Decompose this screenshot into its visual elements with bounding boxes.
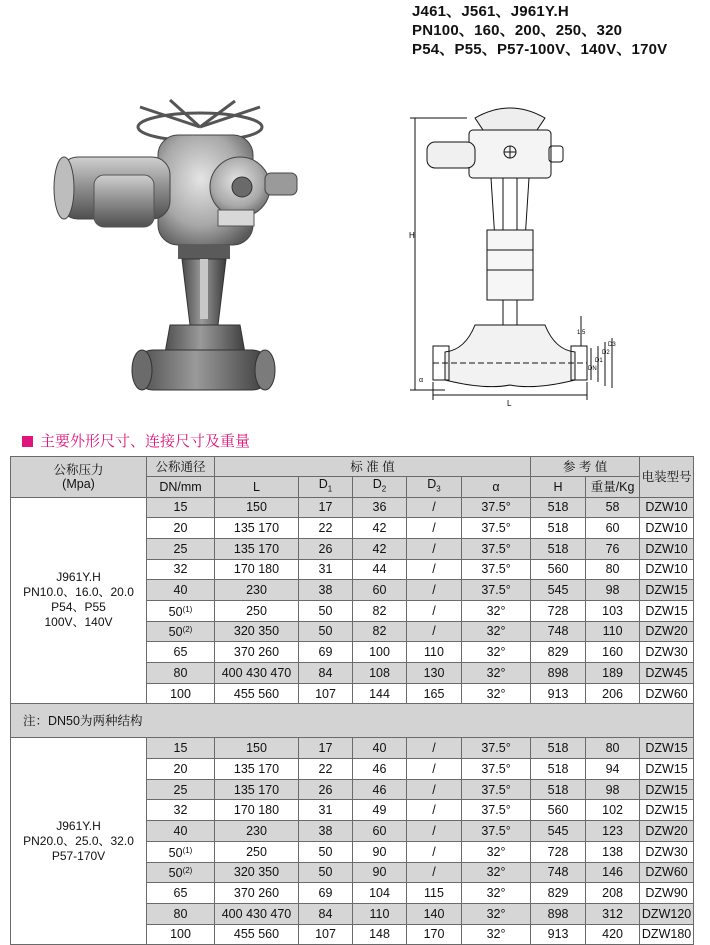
cell-d3: / (407, 738, 462, 759)
cell-a: 32° (462, 862, 531, 883)
cell-dn: 40 (147, 821, 215, 842)
cell-d2: 82 (353, 621, 407, 642)
cell-d3: 130 (407, 663, 462, 684)
pressure-line: J961Y.H (56, 570, 101, 585)
cell-a: 37.5° (462, 821, 531, 842)
cell-d1: 69 (299, 883, 353, 904)
cell-H: 545 (531, 821, 586, 842)
cell-d3: 140 (407, 903, 462, 924)
cell-d1: 84 (299, 903, 353, 924)
cell-d2: 46 (353, 759, 407, 780)
cell-w: 98 (586, 580, 640, 601)
cell-m: DZW60 (640, 862, 694, 883)
cell-w: 60 (586, 518, 640, 539)
cell-d2: 82 (353, 600, 407, 621)
cell-H: 829 (531, 642, 586, 663)
cell-d2: 44 (353, 559, 407, 580)
cell-w: 102 (586, 800, 640, 821)
cell-d2: 148 (353, 924, 407, 945)
cell-dn: 50$^{(2)}$ (147, 862, 215, 883)
cell-m: DZW10 (640, 559, 694, 580)
cell-d2: 40 (353, 738, 407, 759)
header-weight: 重量/Kg (586, 477, 640, 498)
cell-m: DZW45 (640, 663, 694, 684)
cell-m: DZW10 (640, 518, 694, 539)
cell-d3: 110 (407, 642, 462, 663)
cell-L: 455 560 (215, 683, 299, 704)
cell-H: 748 (531, 862, 586, 883)
cell-m: DZW120 (640, 903, 694, 924)
header-row-1 (11, 457, 694, 477)
cell-d3: / (407, 559, 462, 580)
cell-m: DZW15 (640, 800, 694, 821)
cell-H: 728 (531, 841, 586, 862)
cell-d1: 22 (299, 759, 353, 780)
cell-dn: 25 (147, 538, 215, 559)
cell-H: 560 (531, 559, 586, 580)
cell-w: 208 (586, 883, 640, 904)
dim-d2-label: D2 (602, 350, 610, 356)
cell-a: 32° (462, 600, 531, 621)
cell-L: 320 350 (215, 621, 299, 642)
cell-d1: 107 (299, 924, 353, 945)
cell-H: 518 (531, 497, 586, 518)
cell-H: 518 (531, 518, 586, 539)
valve-section-drawing (405, 90, 620, 410)
cell-m: DZW30 (640, 841, 694, 862)
cell-L: 400 430 470 (215, 663, 299, 684)
header-reference: 参 考 值 (531, 457, 640, 477)
cell-dn: 65 (147, 642, 215, 663)
cell-d2: 100 (353, 642, 407, 663)
header-dn-unit: DN/mm (147, 477, 215, 498)
cell-d3: / (407, 518, 462, 539)
cell-H: 728 (531, 600, 586, 621)
title-temperatures: P54、P55、P57-100V、140V、170V (412, 41, 668, 58)
cell-L: 135 170 (215, 759, 299, 780)
pressure-line: PN10.0、16.0、20.0 (23, 585, 134, 600)
spec-table-body (11, 457, 694, 945)
header-pressure: 公称压力 (Mpa) (11, 457, 147, 498)
cell-L: 150 (215, 497, 299, 518)
cell-m: DZW30 (640, 642, 694, 663)
header-actuator-model: 电装型号 (640, 457, 694, 498)
pressure-group-cell (11, 738, 147, 945)
cell-m: DZW10 (640, 538, 694, 559)
header-h: H (531, 477, 586, 498)
cell-d2: 36 (353, 497, 407, 518)
cell-m: DZW15 (640, 580, 694, 601)
cell-w: 80 (586, 738, 640, 759)
cell-w: 146 (586, 862, 640, 883)
cell-H: 518 (531, 759, 586, 780)
cell-d2: 110 (353, 903, 407, 924)
cell-dn: 25 (147, 779, 215, 800)
cell-L: 370 260 (215, 883, 299, 904)
header-standard: 标 准 值 (215, 457, 531, 477)
cell-H: 518 (531, 779, 586, 800)
cell-d1: 31 (299, 559, 353, 580)
cell-w: 312 (586, 903, 640, 924)
cell-d2: 144 (353, 683, 407, 704)
cell-w: 103 (586, 600, 640, 621)
cell-d1: 38 (299, 821, 353, 842)
cell-H: 545 (531, 580, 586, 601)
cell-d2: 49 (353, 800, 407, 821)
cell-w: 160 (586, 642, 640, 663)
cell-dn: 20 (147, 759, 215, 780)
cell-L: 135 170 (215, 779, 299, 800)
cell-m: DZW15 (640, 600, 694, 621)
cell-d2: 104 (353, 883, 407, 904)
cell-a: 37.5° (462, 738, 531, 759)
cell-d1: 84 (299, 663, 353, 684)
cell-d1: 26 (299, 538, 353, 559)
cell-w: 138 (586, 841, 640, 862)
header-alpha: α (462, 477, 531, 498)
cell-d3: / (407, 800, 462, 821)
cell-L: 230 (215, 580, 299, 601)
pressure-line: PN20.0、25.0、32.0 (23, 833, 134, 848)
cell-H: 898 (531, 903, 586, 924)
pressure-line: P54、P55 (51, 600, 106, 615)
cell-m: DZW20 (640, 821, 694, 842)
header-d3: $D_3$ (407, 477, 462, 498)
cell-a: 37.5° (462, 559, 531, 580)
cell-m: DZW20 (640, 621, 694, 642)
cell-w: 94 (586, 759, 640, 780)
table-row (11, 497, 694, 518)
cell-d2: 108 (353, 663, 407, 684)
cell-d2: 90 (353, 862, 407, 883)
dim-dn-label: DN (588, 366, 597, 372)
cell-L: 170 180 (215, 559, 299, 580)
section-title: 主要外形尺寸、连接尺寸及重量 (40, 433, 251, 450)
cell-d2: 46 (353, 779, 407, 800)
cell-d1: 26 (299, 779, 353, 800)
cell-w: 110 (586, 621, 640, 642)
section-heading (22, 430, 250, 451)
dim-d1-label: D1 (595, 358, 603, 364)
cell-d3: / (407, 621, 462, 642)
cell-d1: 107 (299, 683, 353, 704)
cell-L: 455 560 (215, 924, 299, 945)
pressure-line: J961Y.H (56, 818, 101, 833)
cell-d3: / (407, 841, 462, 862)
cell-dn: 15 (147, 497, 215, 518)
cell-w: 80 (586, 559, 640, 580)
cell-dn: 50$^{(1)}$ (147, 841, 215, 862)
cell-L: 230 (215, 821, 299, 842)
dim-l-label: L (507, 399, 512, 408)
cell-d1: 69 (299, 642, 353, 663)
cell-d1: 31 (299, 800, 353, 821)
cell-d3: / (407, 600, 462, 621)
spec-table (10, 456, 694, 945)
cell-d3: / (407, 821, 462, 842)
cell-L: 250 (215, 600, 299, 621)
cell-a: 32° (462, 924, 531, 945)
cell-m: DZW15 (640, 738, 694, 759)
title-pressures: PN100、160、200、250、320 (412, 22, 623, 39)
cell-a: 37.5° (462, 518, 531, 539)
cell-dn: 32 (147, 559, 215, 580)
cell-L: 170 180 (215, 800, 299, 821)
cell-d2: 60 (353, 580, 407, 601)
cell-m: DZW60 (640, 683, 694, 704)
cell-L: 250 (215, 841, 299, 862)
cell-d3: / (407, 538, 462, 559)
valve-photo (50, 95, 310, 405)
cell-d3: / (407, 862, 462, 883)
cell-a: 37.5° (462, 779, 531, 800)
title-models: J461、J561、J961Y.H (412, 3, 569, 20)
cell-a: 37.5° (462, 538, 531, 559)
cell-L: 320 350 (215, 862, 299, 883)
dim-alpha-label: α (419, 377, 424, 384)
cell-a: 37.5° (462, 497, 531, 518)
pressure-line: P57-170V (51, 848, 106, 863)
cell-dn: 80 (147, 663, 215, 684)
cell-d3: / (407, 497, 462, 518)
cell-m: DZW15 (640, 779, 694, 800)
cell-L: 150 (215, 738, 299, 759)
cell-dn: 20 (147, 518, 215, 539)
cell-w: 189 (586, 663, 640, 684)
cell-dn: 100 (147, 683, 215, 704)
cell-H: 898 (531, 663, 586, 684)
cell-w: 76 (586, 538, 640, 559)
cell-d3: / (407, 580, 462, 601)
cell-dn: 50$^{(1)}$ (147, 600, 215, 621)
cell-w: 123 (586, 821, 640, 842)
cell-H: 518 (531, 738, 586, 759)
header-l: L (215, 477, 299, 498)
pressure-line: 100V、140V (44, 615, 113, 630)
cell-d2: 90 (353, 841, 407, 862)
cell-a: 32° (462, 903, 531, 924)
cell-dn: 15 (147, 738, 215, 759)
cell-H: 560 (531, 800, 586, 821)
cell-a: 32° (462, 841, 531, 862)
cell-a: 37.5° (462, 759, 531, 780)
cell-d1: 50 (299, 600, 353, 621)
cell-d2: 42 (353, 538, 407, 559)
cell-dn: 100 (147, 924, 215, 945)
cell-dn: 40 (147, 580, 215, 601)
header-dn: 公称通径 (147, 457, 215, 477)
cell-d3: 165 (407, 683, 462, 704)
cell-d3: / (407, 759, 462, 780)
cell-H: 829 (531, 883, 586, 904)
cell-dn: 80 (147, 903, 215, 924)
cell-d3: 170 (407, 924, 462, 945)
cell-H: 913 (531, 924, 586, 945)
cell-H: 913 (531, 683, 586, 704)
cell-a: 37.5° (462, 800, 531, 821)
cell-H: 518 (531, 538, 586, 559)
cell-w: 206 (586, 683, 640, 704)
cell-a: 37.5° (462, 580, 531, 601)
cell-L: 370 260 (215, 642, 299, 663)
cell-d2: 42 (353, 518, 407, 539)
cell-d1: 38 (299, 580, 353, 601)
cell-m: DZW15 (640, 759, 694, 780)
cell-m: DZW90 (640, 883, 694, 904)
cell-dn: 65 (147, 883, 215, 904)
note-row (11, 704, 694, 738)
note-text: 注：DN50为两种结构 (11, 704, 694, 738)
header-d2: $D_2$ (353, 477, 407, 498)
cell-w: 98 (586, 779, 640, 800)
cell-m: DZW10 (640, 497, 694, 518)
cell-d1: 17 (299, 497, 353, 518)
cell-d1: 50 (299, 621, 353, 642)
cell-d3: 115 (407, 883, 462, 904)
header-d1: $D_1$ (299, 477, 353, 498)
cell-a: 32° (462, 663, 531, 684)
cell-w: 58 (586, 497, 640, 518)
cell-L: 135 170 (215, 538, 299, 559)
cell-L: 135 170 (215, 518, 299, 539)
cell-d3: / (407, 779, 462, 800)
cell-a: 32° (462, 683, 531, 704)
cell-d1: 50 (299, 862, 353, 883)
dim-d3-label: D3 (608, 342, 616, 348)
cell-d1: 22 (299, 518, 353, 539)
cell-H: 748 (531, 621, 586, 642)
cell-L: 400 430 470 (215, 903, 299, 924)
pressure-group-cell (11, 497, 147, 704)
dim-h-label: H (409, 231, 415, 240)
cell-a: 32° (462, 642, 531, 663)
cell-a: 32° (462, 621, 531, 642)
title-block (412, 2, 708, 59)
cell-dn: 32 (147, 800, 215, 821)
cell-m: DZW180 (640, 924, 694, 945)
cell-d1: 17 (299, 738, 353, 759)
cell-d2: 60 (353, 821, 407, 842)
cell-d1: 50 (299, 841, 353, 862)
cell-w: 420 (586, 924, 640, 945)
cell-dn: 50$^{(2)}$ (147, 621, 215, 642)
cell-a: 32° (462, 883, 531, 904)
table-row (11, 738, 694, 759)
section-square-icon (22, 436, 33, 447)
dim-15-label: 1.5 (577, 330, 586, 336)
